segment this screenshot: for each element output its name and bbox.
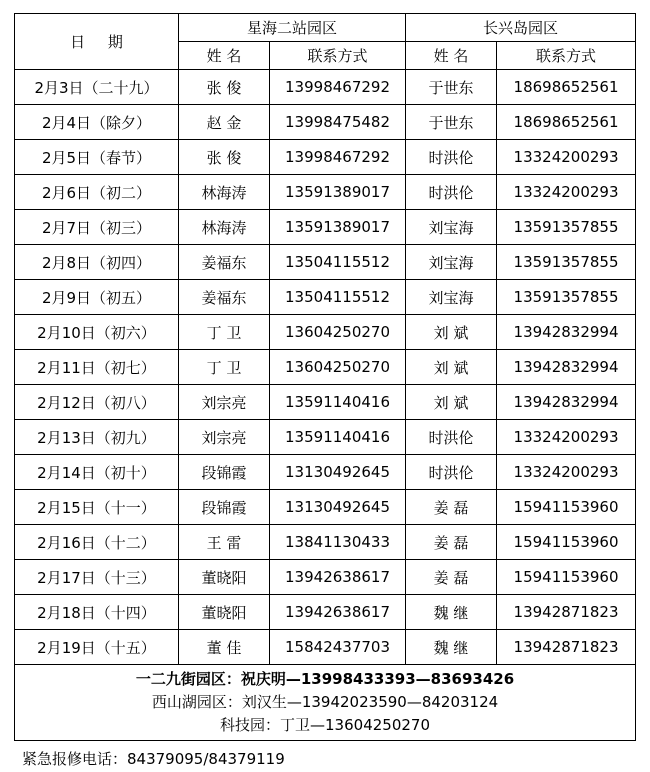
date-cell: 2月5日（春节） <box>15 140 179 175</box>
table-row <box>15 245 636 280</box>
park-b-name-cell: 刘宝海 <box>406 245 497 280</box>
park-b-phone-cell: 13591357855 <box>497 210 636 245</box>
footer-row <box>15 665 636 741</box>
park-b-name-cell: 时洪伦 <box>406 420 497 455</box>
park-a-name-cell: 姜福东 <box>179 280 270 315</box>
park-b-phone-cell: 13324200293 <box>497 455 636 490</box>
park-b-phone-cell: 13942871823 <box>497 595 636 630</box>
park-b-phone-cell: 13942832994 <box>497 385 636 420</box>
park-b-phone-cell: 13942832994 <box>497 350 636 385</box>
park-b-name-cell: 时洪伦 <box>406 175 497 210</box>
park-b-name-cell: 姜 磊 <box>406 490 497 525</box>
park-b-name-cell: 时洪伦 <box>406 140 497 175</box>
park-a-phone-cell: 13604250270 <box>270 315 406 350</box>
table-row <box>15 455 636 490</box>
date-cell: 2月16日（十二） <box>15 525 179 560</box>
park-b-phone-cell: 13591357855 <box>497 245 636 280</box>
park-a-name-cell: 赵 金 <box>179 105 270 140</box>
park-b-name-cell: 于世东 <box>406 70 497 105</box>
table-row <box>15 525 636 560</box>
table-row <box>15 210 636 245</box>
date-cell: 2月8日（初四） <box>15 245 179 280</box>
date-cell: 2月10日（初六） <box>15 315 179 350</box>
date-cell: 2月17日（十三） <box>15 560 179 595</box>
park-b-name-cell: 魏 继 <box>406 595 497 630</box>
table-row <box>15 560 636 595</box>
park-a-name-cell: 张 俊 <box>179 140 270 175</box>
park-b-name-cell: 时洪伦 <box>406 455 497 490</box>
park-a-name-cell: 刘宗亮 <box>179 385 270 420</box>
date-cell: 2月19日（十五） <box>15 630 179 665</box>
header-row-parks <box>15 14 636 42</box>
date-cell: 2月14日（初十） <box>15 455 179 490</box>
park-b-name-cell: 刘 斌 <box>406 315 497 350</box>
footer-line-2: 西山湖园区：刘汉生—13942023590—84203124 <box>151 693 499 711</box>
duty-roster <box>14 13 636 741</box>
table-row <box>15 315 636 350</box>
park-a-name-cell: 董晓阳 <box>179 595 270 630</box>
other-parks-contacts <box>15 665 636 741</box>
table-row <box>15 350 636 385</box>
park-b-phone-cell: 18698652561 <box>497 70 636 105</box>
park-b-phone-cell: 15941153960 <box>497 490 636 525</box>
park-a-phone-cell: 13998467292 <box>270 140 406 175</box>
park-b-name-cell: 姜 磊 <box>406 560 497 595</box>
park-a-name-cell: 丁 卫 <box>179 315 270 350</box>
table-row <box>15 630 636 665</box>
park-b-name-cell: 刘宝海 <box>406 280 497 315</box>
park-b-phone-cell: 13324200293 <box>497 175 636 210</box>
park-b-phone-cell: 13942832994 <box>497 315 636 350</box>
table-row <box>15 70 636 105</box>
table-row <box>15 175 636 210</box>
table-row <box>15 280 636 315</box>
park-b-phone-cell: 15941153960 <box>497 525 636 560</box>
date-cell: 2月18日（十四） <box>15 595 179 630</box>
date-cell: 2月12日（初八） <box>15 385 179 420</box>
park-a-name-cell: 刘宗亮 <box>179 420 270 455</box>
table-row <box>15 105 636 140</box>
park-b-name-header: 姓 名 <box>406 42 497 70</box>
park-a-phone-cell: 13591389017 <box>270 175 406 210</box>
park-b-phone-cell: 13324200293 <box>497 420 636 455</box>
park-b-header: 长兴岛园区 <box>406 14 636 42</box>
park-a-phone-cell: 13604250270 <box>270 350 406 385</box>
park-a-name-cell: 丁 卫 <box>179 350 270 385</box>
table-row <box>15 595 636 630</box>
park-a-name-cell: 段锦霞 <box>179 490 270 525</box>
date-cell: 2月3日（二十九） <box>15 70 179 105</box>
park-a-phone-cell: 13942638617 <box>270 560 406 595</box>
table-row <box>15 490 636 525</box>
park-a-phone-cell: 13130492645 <box>270 455 406 490</box>
park-a-name-cell: 段锦霞 <box>179 455 270 490</box>
date-cell: 2月11日（初七） <box>15 350 179 385</box>
date-cell: 2月9日（初五） <box>15 280 179 315</box>
table-row <box>15 420 636 455</box>
table-row <box>15 385 636 420</box>
duty-table <box>14 13 636 741</box>
park-b-name-cell: 刘 斌 <box>406 350 497 385</box>
park-b-name-cell: 刘宝海 <box>406 210 497 245</box>
park-b-name-cell: 于世东 <box>406 105 497 140</box>
footer-line-1: 一二九街园区：祝庆明—13998433393—83693426 <box>135 670 515 688</box>
table-row <box>15 140 636 175</box>
date-cell: 2月6日（初二） <box>15 175 179 210</box>
park-a-header: 星海二站园区 <box>179 14 406 42</box>
park-a-phone-cell: 13591389017 <box>270 210 406 245</box>
park-b-phone-cell: 13324200293 <box>497 140 636 175</box>
park-a-name-header: 姓 名 <box>179 42 270 70</box>
park-a-phone-cell: 13998475482 <box>270 105 406 140</box>
park-a-phone-cell: 13942638617 <box>270 595 406 630</box>
park-a-phone-cell: 13998467292 <box>270 70 406 105</box>
footer-line-3: 科技园：丁卫—13604250270 <box>220 716 430 734</box>
park-b-name-cell: 姜 磊 <box>406 525 497 560</box>
park-b-name-cell: 刘 斌 <box>406 385 497 420</box>
park-b-contact-header: 联系方式 <box>497 42 636 70</box>
park-b-phone-cell: 15941153960 <box>497 560 636 595</box>
park-a-phone-cell: 13504115512 <box>270 245 406 280</box>
park-a-name-cell: 董晓阳 <box>179 560 270 595</box>
park-b-name-cell: 魏 继 <box>406 630 497 665</box>
date-header: 日 期 <box>15 14 179 70</box>
park-b-phone-cell: 13591357855 <box>497 280 636 315</box>
date-cell: 2月7日（初三） <box>15 210 179 245</box>
park-a-name-cell: 林海涛 <box>179 210 270 245</box>
park-a-phone-cell: 13591140416 <box>270 385 406 420</box>
park-a-phone-cell: 13130492645 <box>270 490 406 525</box>
park-b-phone-cell: 18698652561 <box>497 105 636 140</box>
park-a-name-cell: 董 佳 <box>179 630 270 665</box>
date-cell: 2月15日（十一） <box>15 490 179 525</box>
park-a-contact-header: 联系方式 <box>270 42 406 70</box>
park-a-phone-cell: 13591140416 <box>270 420 406 455</box>
park-a-name-cell: 王 雷 <box>179 525 270 560</box>
emergency-phone: 紧急报修电话：84379095/84379119 <box>22 750 285 768</box>
date-cell: 2月13日（初九） <box>15 420 179 455</box>
park-a-phone-cell: 13504115512 <box>270 280 406 315</box>
date-cell: 2月4日（除夕） <box>15 105 179 140</box>
park-a-phone-cell: 15842437703 <box>270 630 406 665</box>
park-b-phone-cell: 13942871823 <box>497 630 636 665</box>
park-a-name-cell: 林海涛 <box>179 175 270 210</box>
park-a-name-cell: 姜福东 <box>179 245 270 280</box>
park-a-phone-cell: 13841130433 <box>270 525 406 560</box>
park-a-name-cell: 张 俊 <box>179 70 270 105</box>
